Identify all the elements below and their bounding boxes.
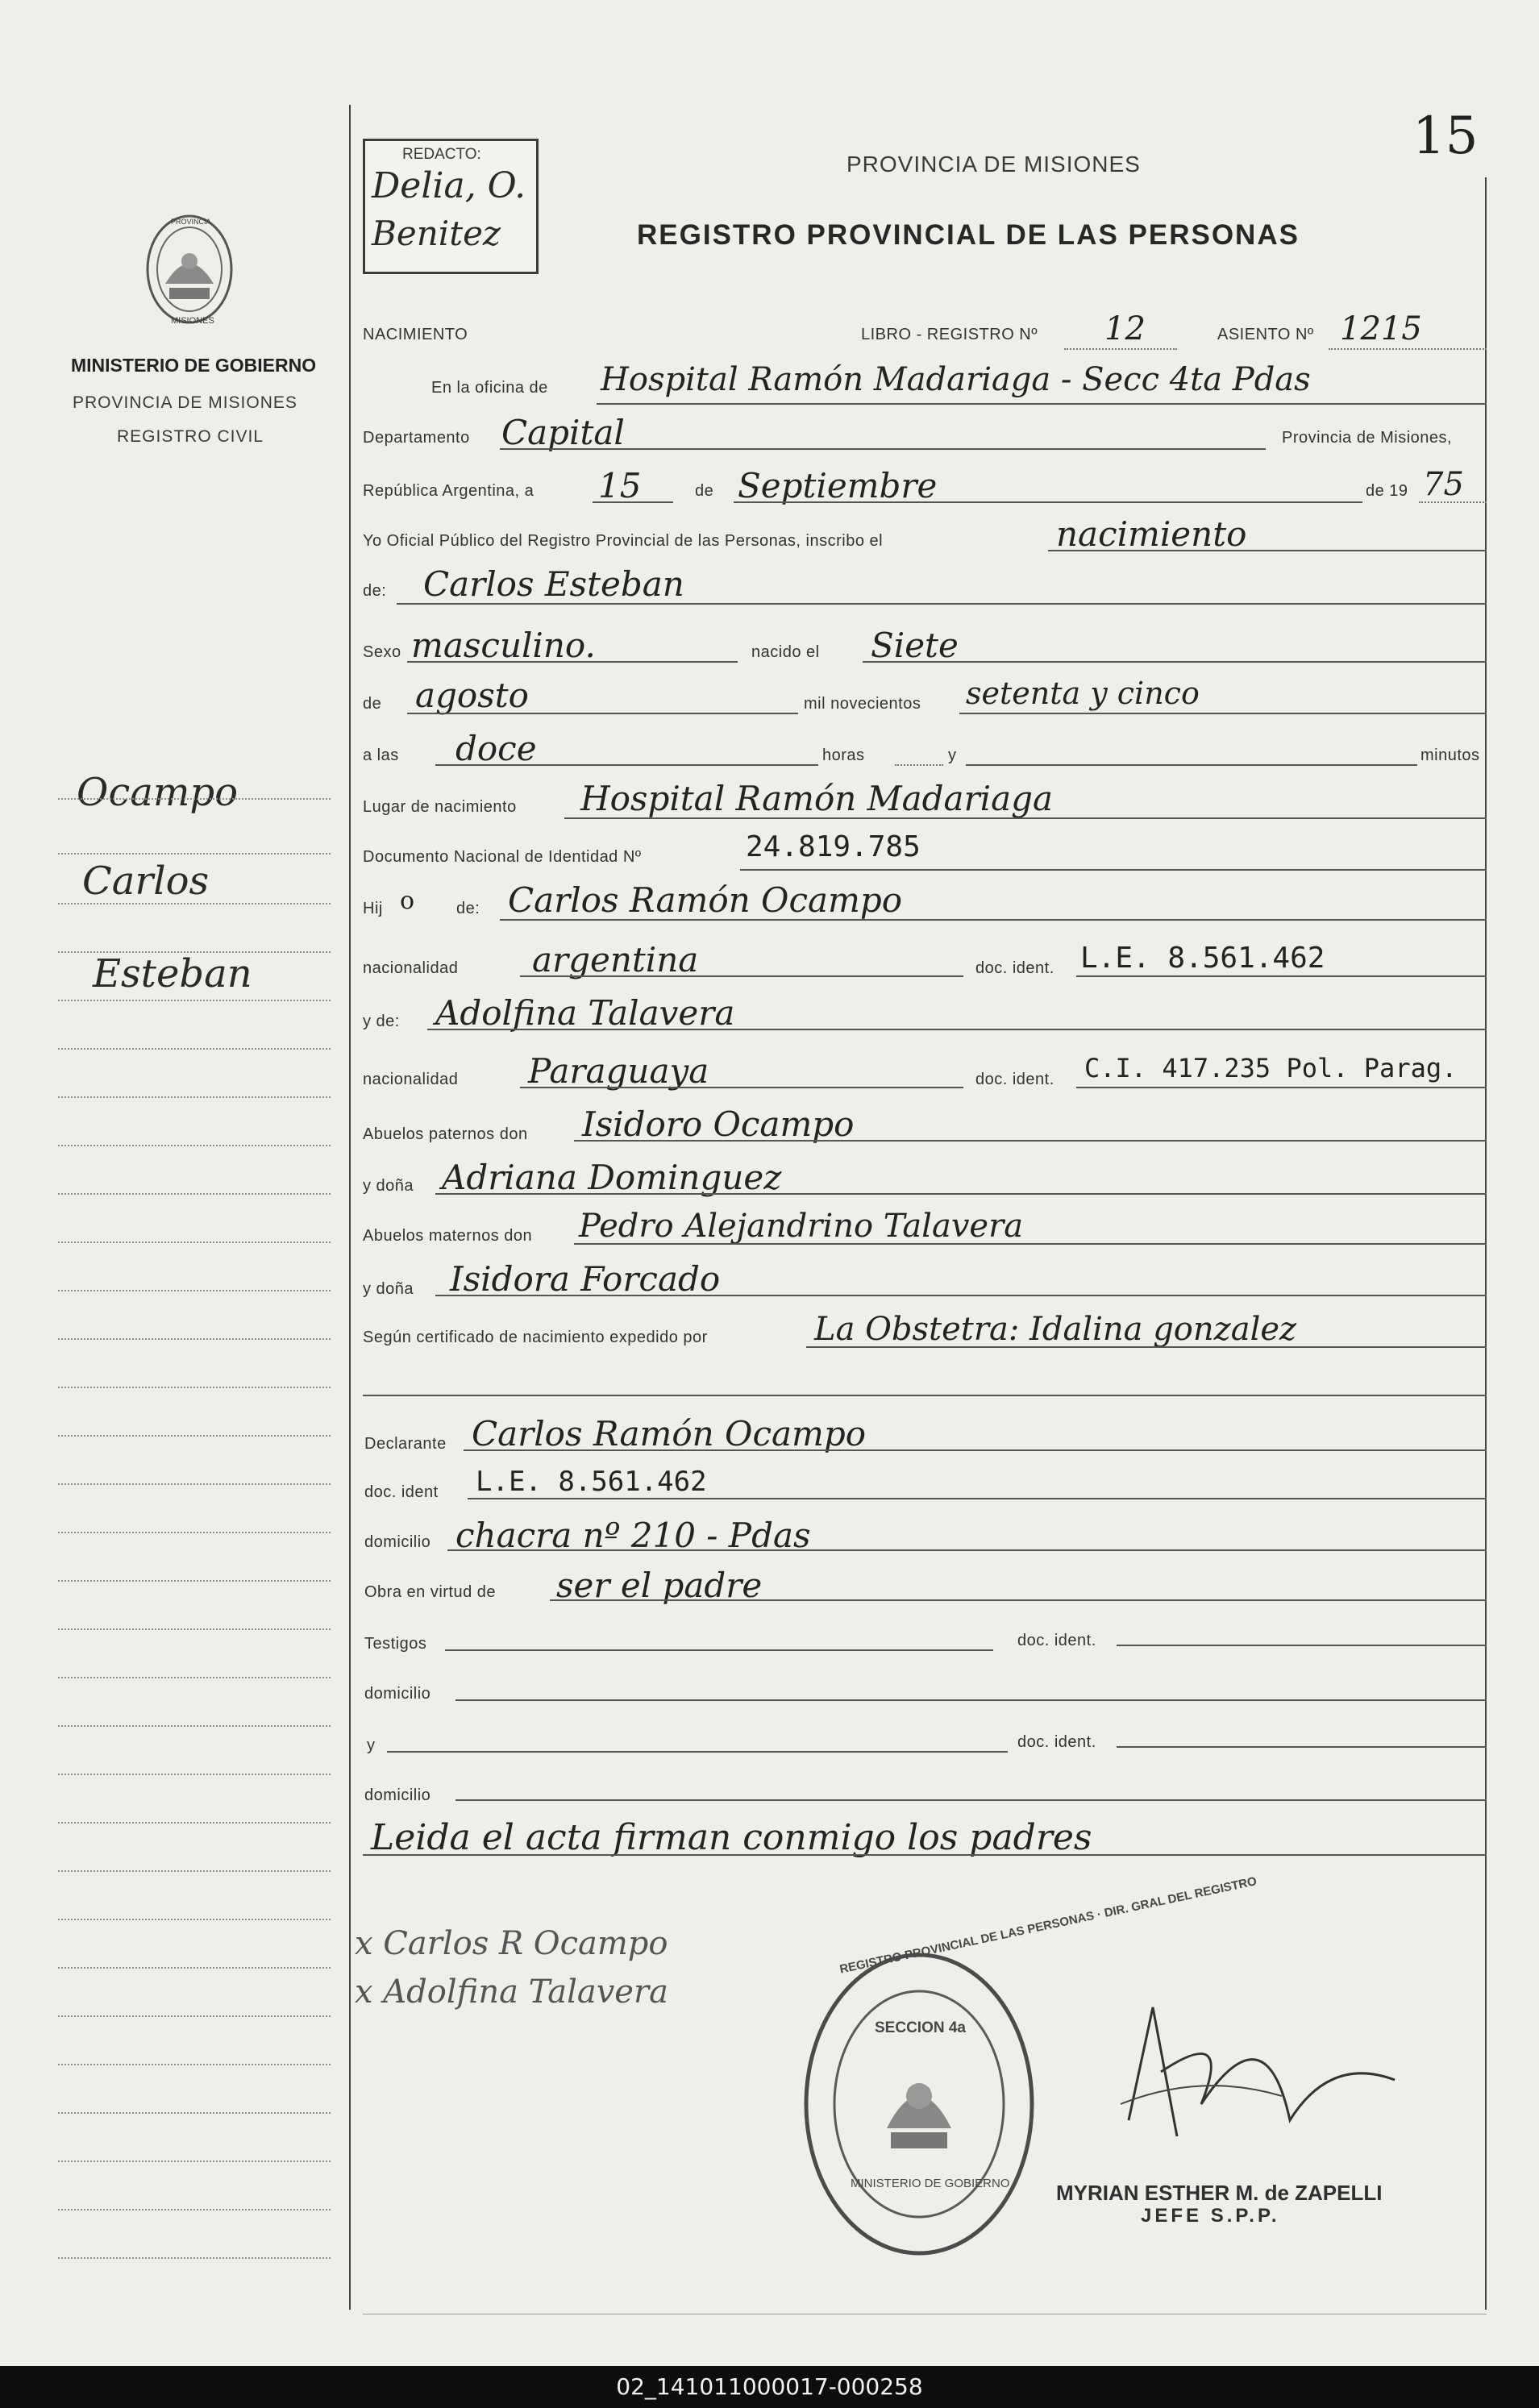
doc1-line xyxy=(1076,975,1487,977)
ab-mat-line xyxy=(574,1243,1487,1245)
doc-ident-line xyxy=(1117,1645,1487,1646)
margin-rule xyxy=(58,1387,331,1388)
doc-ident2-label: doc. ident. xyxy=(1017,1733,1096,1751)
official-name: MYRIAN ESTHER M. de ZAPELLI xyxy=(1056,2181,1383,2205)
margin-rule xyxy=(58,798,331,800)
dia-value: 15 xyxy=(598,466,642,505)
departamento-line xyxy=(500,448,1266,450)
docdecl-value: L.E. 8.561.462 xyxy=(476,1466,707,1498)
sexo-value: masculino. xyxy=(411,626,596,665)
mil-label: mil novecientos xyxy=(804,695,921,713)
margin-rule xyxy=(58,1725,331,1727)
nombre-line xyxy=(397,603,1487,605)
asiento-value: 1215 xyxy=(1340,310,1422,347)
asiento-label: ASIENTO Nº xyxy=(1217,326,1314,343)
margin-rule xyxy=(58,1000,331,1001)
yo-label: Yo Oficial Público del Registro Provincial de las Personas, inscribo el xyxy=(363,532,884,550)
sexo-line xyxy=(407,661,738,663)
republica-label: República Argentina, a xyxy=(363,482,534,500)
stamp-outer-text: REGISTRO PROVINCIAL DE LAS PERSONAS · DIR. GRAL DEL REGISTRO xyxy=(838,1874,1258,1977)
margin-rule xyxy=(58,1822,331,1824)
margin-first-name: Carlos xyxy=(82,859,210,904)
doc2-value: C.I. 417.235 Pol. Parag. xyxy=(1084,1053,1458,1083)
nac1-line xyxy=(520,975,963,977)
nacido-label: nacido el xyxy=(751,643,820,661)
madre-line xyxy=(427,1029,1487,1030)
margin-rule xyxy=(58,2015,331,2017)
yo-line xyxy=(1048,550,1487,551)
ab-pat-line xyxy=(574,1140,1487,1142)
dona1-value: Adriana Dominguez xyxy=(442,1158,782,1197)
doc2-line xyxy=(1076,1087,1487,1088)
margin-rule xyxy=(58,903,331,905)
nacido-line xyxy=(863,661,1487,663)
hij-value: o xyxy=(400,887,415,915)
mil-value: setenta y cinco xyxy=(966,676,1200,711)
ab-mat-label: Abuelos maternos don xyxy=(363,1227,533,1245)
doc1-label: doc. ident. xyxy=(975,959,1054,977)
sexo-label: Sexo xyxy=(363,643,401,661)
horas-value: doce xyxy=(455,729,537,768)
dia-line xyxy=(593,501,673,503)
dni-line xyxy=(740,869,1487,871)
nac1-label: nacionalidad xyxy=(363,959,459,977)
domicilio-label: domicilio xyxy=(364,1533,431,1551)
declarante-line xyxy=(464,1449,1487,1451)
margin-rule xyxy=(58,1532,331,1533)
testigos-line xyxy=(445,1649,993,1651)
horas-label: horas xyxy=(822,747,865,764)
de3-label: de xyxy=(363,695,382,713)
seal-top-text: PROVINCIA xyxy=(171,218,211,226)
mes-line xyxy=(734,501,1362,503)
libro-label: LIBRO - REGISTRO Nº xyxy=(861,326,1038,343)
nacido-value: Siete xyxy=(871,626,959,665)
official-signature-icon xyxy=(1104,1975,1427,2169)
header-registry: REGISTRO PROVINCIAL DE LAS PERSONAS xyxy=(637,219,1300,251)
declarante-value: Carlos Ramón Ocampo xyxy=(472,1414,867,1454)
redacto-label: REDACTO: xyxy=(402,146,481,163)
margin-rule xyxy=(58,1580,331,1582)
alas-label: a las xyxy=(363,747,399,764)
yo-value: nacimiento xyxy=(1056,514,1247,554)
margin-rule xyxy=(58,1628,331,1630)
margin-rule xyxy=(58,1096,331,1098)
provincia-label: Provincia de Misiones, xyxy=(1282,429,1453,447)
nac2-value: Paraguaya xyxy=(528,1051,709,1091)
doc1-value: L.E. 8.561.462 xyxy=(1080,942,1325,975)
dona1-line xyxy=(435,1193,1487,1195)
official-title: JEFE S.P.P. xyxy=(1141,2205,1280,2227)
domicilio2-line xyxy=(455,1699,1487,1701)
margin-rule xyxy=(58,1677,331,1678)
departamento-label: Departamento xyxy=(363,429,470,447)
de-label: de xyxy=(695,482,714,500)
ministry-province: PROVINCIA DE MISIONES xyxy=(73,393,297,412)
declarante-label: Declarante xyxy=(364,1435,447,1453)
margin-rule xyxy=(58,1483,331,1485)
segun-line2 xyxy=(363,1395,1487,1396)
margin-rule xyxy=(58,1193,331,1195)
margin-rule xyxy=(58,2064,331,2065)
y2-label: y xyxy=(367,1736,376,1754)
dni-label: Documento Nacional de Identidad Nº xyxy=(363,848,642,866)
mil-line xyxy=(959,713,1487,714)
hij-de-label: de: xyxy=(456,900,480,917)
margin-rule xyxy=(58,1048,331,1050)
seal-bottom-text: MISIONES xyxy=(171,316,214,326)
margin-rule xyxy=(58,1290,331,1291)
margin-rule xyxy=(58,2112,331,2114)
nacimiento-label: NACIMIENTO xyxy=(363,326,468,343)
doc-ident2-line xyxy=(1117,1746,1487,1748)
lugar-value: Hospital Ramón Madariaga xyxy=(580,779,1054,818)
horas-line xyxy=(435,764,818,766)
margin-rule xyxy=(58,2257,331,2259)
mes2-line xyxy=(407,713,798,714)
oficina-label: En la oficina de xyxy=(431,379,548,397)
lugar-label: Lugar de nacimiento xyxy=(363,798,517,816)
ab-pat-value: Isidoro Ocampo xyxy=(582,1104,855,1144)
mes2-value: agosto xyxy=(415,676,529,715)
domicilio-line xyxy=(447,1549,1487,1551)
docdecl-line xyxy=(468,1498,1487,1499)
year-dots xyxy=(1419,501,1487,503)
de2-label: de: xyxy=(363,582,387,600)
dona1-label: y doña xyxy=(363,1177,414,1195)
margin-rule xyxy=(58,2209,331,2210)
official-stamp-icon xyxy=(798,1943,1040,2265)
testigos-label: Testigos xyxy=(364,1635,427,1653)
segun-line xyxy=(806,1346,1487,1348)
de-year-label: de 19 xyxy=(1366,482,1408,500)
nombre-value: Carlos Esteban xyxy=(423,564,684,604)
lugar-line xyxy=(564,817,1487,819)
leida-value: Leida el acta firman conmigo los padres xyxy=(371,1817,1092,1858)
margin-rule xyxy=(58,1435,331,1437)
margin-rule xyxy=(58,2161,331,2162)
stamp-section-text: SECCION 4a xyxy=(875,2019,966,2036)
margin-rule xyxy=(58,1145,331,1146)
margin-rule xyxy=(58,853,331,855)
year-value: 75 xyxy=(1423,466,1464,503)
margin-surname: Ocampo xyxy=(77,770,238,815)
ab-pat-label: Abuelos paternos don xyxy=(363,1125,528,1143)
domicilio-value: chacra nº 210 - Pdas xyxy=(455,1516,811,1555)
libro-dots xyxy=(1064,348,1177,350)
y-label: y xyxy=(948,747,957,764)
margin-rule xyxy=(58,1967,331,1969)
domicilio3-line xyxy=(455,1799,1487,1801)
nac1-value: argentina xyxy=(532,940,699,979)
horas-dots xyxy=(895,764,943,766)
docdecl-label: doc. ident xyxy=(364,1483,439,1501)
dona2-value: Isidora Forcado xyxy=(450,1259,721,1299)
leida-line xyxy=(363,1854,1487,1856)
padre-line xyxy=(500,919,1487,921)
header-province: PROVINCIA DE MISIONES xyxy=(846,152,1141,177)
redacto-line1: Delia, O. xyxy=(372,165,526,206)
dona2-label: y doña xyxy=(363,1280,414,1298)
margin-rule xyxy=(58,951,331,953)
page-number: 15 xyxy=(1412,106,1479,166)
margin-rule xyxy=(58,1919,331,1920)
margin-rule xyxy=(58,1870,331,1872)
footer-code: 02_141011000017-000258 xyxy=(616,2373,923,2400)
doc-ident-label: doc. ident. xyxy=(1017,1632,1096,1649)
hij-label: Hij xyxy=(363,900,383,917)
margin-rule xyxy=(58,1241,331,1243)
mes-value: Septiembre xyxy=(738,466,938,505)
dni-value: 24.819.785 xyxy=(746,830,921,863)
ab-mat-value: Pedro Alejandrino Talavera xyxy=(579,1208,1024,1245)
minutos-line xyxy=(966,764,1417,766)
y2-line xyxy=(387,1751,1008,1753)
nac2-label: nacionalidad xyxy=(363,1071,459,1088)
doc2-label: doc. ident. xyxy=(975,1071,1054,1088)
margin-rule xyxy=(58,1774,331,1775)
signature-mother: x Adolfina Talavera xyxy=(355,1973,668,2011)
segun-label: Según certificado de nacimiento expedido por xyxy=(363,1329,708,1346)
asiento-dots xyxy=(1329,348,1487,350)
ministry-registro-civil: REGISTRO CIVIL xyxy=(117,427,264,446)
nac2-line xyxy=(520,1087,963,1088)
left-margin-column xyxy=(0,0,347,2366)
segun-value: La Obstetra: Idalina gonzalez xyxy=(814,1311,1297,1348)
redacto-line2: Benitez xyxy=(372,214,501,253)
left-border-line xyxy=(349,105,351,2310)
domicilio3-label: domicilio xyxy=(364,1786,431,1804)
signature-father: x Carlos R Ocampo xyxy=(355,1925,668,1962)
redacto-box xyxy=(363,139,539,274)
margin-second-name: Esteban xyxy=(93,951,252,996)
obra-label: Obra en virtud de xyxy=(364,1583,497,1601)
oficina-line xyxy=(597,403,1487,405)
madre-value: Adolfina Talavera xyxy=(435,993,735,1033)
obra-value: ser el padre xyxy=(556,1566,763,1605)
domicilio2-label: domicilio xyxy=(364,1685,431,1703)
footer-bar xyxy=(0,2366,1539,2408)
minutos-label: minutos xyxy=(1420,747,1480,764)
departamento-value: Capital xyxy=(501,413,625,452)
provincial-seal-icon xyxy=(141,211,238,332)
obra-line xyxy=(550,1599,1487,1601)
margin-rule xyxy=(58,1338,331,1340)
dona2-line xyxy=(435,1295,1487,1296)
ministry-title: MINISTERIO DE GOBIERNO xyxy=(71,355,317,376)
padre-value: Carlos Ramón Ocampo xyxy=(508,880,903,920)
libro-value: 12 xyxy=(1104,310,1146,347)
stamp-inner-text: MINISTERIO DE GOBIERNO xyxy=(851,2177,1010,2190)
yde-label: y de: xyxy=(363,1013,400,1030)
oficina-value: Hospital Ramón Madariaga - Secc 4ta Pdas xyxy=(601,361,1311,398)
